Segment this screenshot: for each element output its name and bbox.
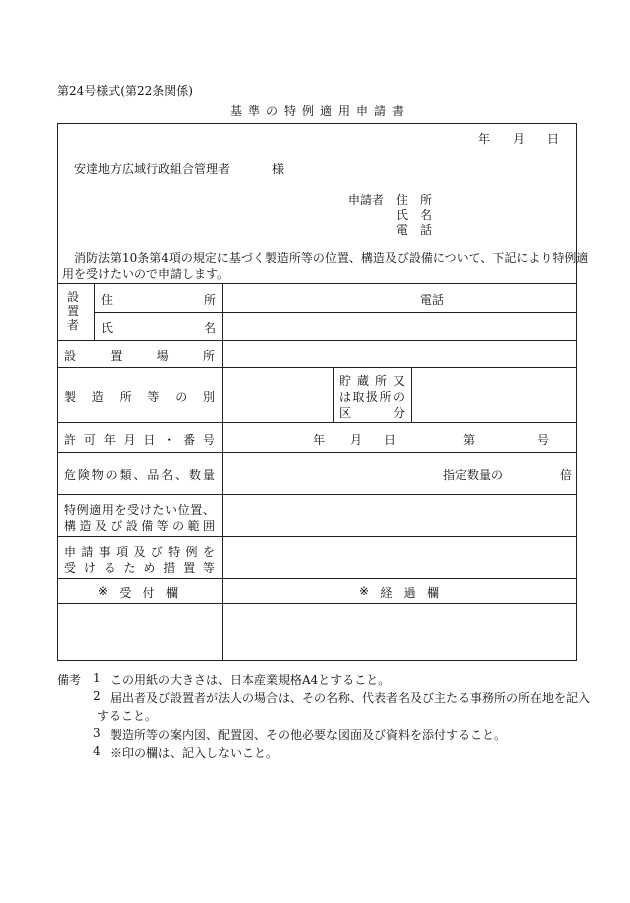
scope-label-1: 特 例 適 用 を 受 け た い 位 置 、 <box>64 503 215 517</box>
form-number: 第24号様式(第22条関係) <box>57 84 193 98</box>
permit-no-suffix: 号 <box>537 433 550 447</box>
reason-label-1: 申 請 事 項 及 び 特 例 を <box>64 545 215 559</box>
note-1-number: 1 <box>93 671 101 685</box>
storage-type-label-1: 貯 蔵 所 又 <box>339 374 405 388</box>
honorific: 様 <box>272 162 285 176</box>
installer-label: 設 置 者 <box>66 290 79 332</box>
permit-month: 月 <box>350 433 363 447</box>
note-2-continued: すること。 <box>97 709 158 723</box>
reception-label: ※ 受 付 欄 <box>98 584 178 600</box>
applicant-name-label: 氏 名 <box>396 208 433 222</box>
note-2-text: 届出者及び設置者が法人の場合は、その名称、代表者名及び主たる事務所の所在地を記入 <box>110 691 591 705</box>
date-month: 月 <box>513 132 526 146</box>
note-1-text: この用紙の大きさは、日本産業規格A4とすること。 <box>110 673 391 687</box>
installer-address-label: 住 所 <box>101 293 216 307</box>
storage-type-label-3: 区 分 <box>339 406 405 420</box>
statement-line-1: 消防法第10条第4項の規定に基づく製造所等の位置、構造及び設備について、下記により特例適 <box>74 251 589 265</box>
note-2-number: 2 <box>93 689 101 703</box>
install-location-label: 設 置 場 所 <box>64 349 215 363</box>
installer-name-label: 氏 名 <box>101 321 216 335</box>
designated-quantity-label: 指定数量の <box>443 468 504 482</box>
date-year: 年 <box>478 132 491 146</box>
note-4-text: ※印の欄は、記入しないこと。 <box>110 746 279 760</box>
scope-label-2: 構 造 及 び 設 備 等 の 範 囲 <box>64 519 215 533</box>
notes-heading: 備考 <box>57 673 82 687</box>
note-3-text: 製造所等の案内図、配置図、その他必要な図面及び資料を添付すること。 <box>110 728 507 742</box>
hazmat-label: 危 険 物 の 類 、 品 名 、 数 量 <box>64 468 215 482</box>
permit-day: 日 <box>384 433 397 447</box>
facility-type-label: 製 造 所 等 の 別 <box>64 390 215 404</box>
statement-line-2: 用を受けたいので申請します。 <box>62 267 230 281</box>
reason-label-2: 受 け る た め 措 置 等 <box>64 561 215 575</box>
date-day: 日 <box>547 132 560 146</box>
installer-phone-label: 電話 <box>420 293 445 307</box>
progress-label: ※ 経 過 欄 <box>359 584 439 600</box>
times-label: 倍 <box>560 468 573 482</box>
permit-no-prefix: 第 <box>463 433 476 447</box>
applicant-address-label: 住 所 <box>396 193 433 207</box>
form-title: 基準の特例適用申請書 <box>230 104 411 118</box>
applicant-phone-label: 電 話 <box>396 223 433 237</box>
note-4-number: 4 <box>93 744 101 758</box>
permit-year: 年 <box>313 433 326 447</box>
storage-type-label-2: は 取 扱 所 の <box>339 390 405 404</box>
addressee: 安達地方広域行政組合管理者 <box>74 162 231 176</box>
applicant-label: 申請者 <box>348 193 385 207</box>
note-3-number: 3 <box>93 726 101 740</box>
permit-label: 許 可 年 月 日 ・ 番 号 <box>64 433 215 447</box>
